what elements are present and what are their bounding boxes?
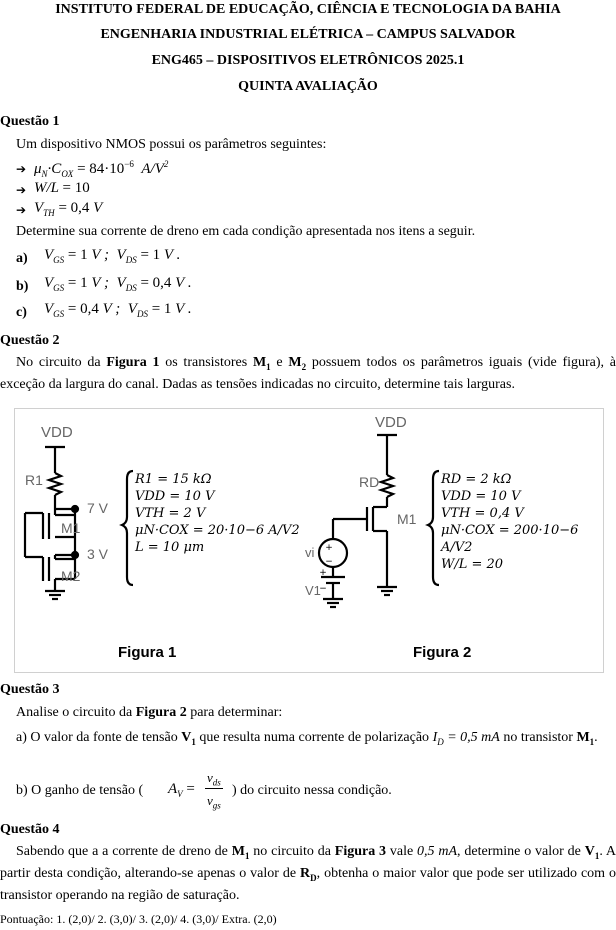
q3-frac-den: $v_{gs}$ — [207, 793, 221, 811]
q1-item-a: $V_{GS} = 1$ V ; $V_{DS} = 1$ V . — [44, 247, 181, 265]
header-line-4: QUINTA AVALIAÇÃO — [238, 79, 378, 94]
q1-item-b-label: b) — [16, 279, 29, 294]
q3-intro — [16, 704, 282, 721]
q2-text-1: No circuito da — [16, 355, 107, 370]
q4-fig-ref: Figura 3 — [334, 844, 387, 859]
figure-2-circuit — [319, 435, 439, 607]
q3-item-a — [0, 729, 616, 751]
fig1-param: R1 = 15 kΩ — [135, 472, 212, 487]
q3-frac-num: $v_{ds}$ — [207, 770, 221, 788]
q4-t5: . A partir desta condição, alterando-se apenas o valor de — [0, 844, 616, 881]
fig1-param: VTH = 2 V — [135, 506, 206, 521]
q1-item-c-label: c) — [16, 305, 27, 320]
q1-item-c: $V_{GS} = 0,4$ V ; $V_{DS} = 1$ V . — [44, 301, 192, 319]
q2-m2: $M_2$ — [288, 355, 307, 372]
fig1-r1-label: R1 — [25, 472, 43, 488]
q4-t4: , determine o valor de — [457, 844, 585, 859]
q3-fig-ref: Figura 2 — [135, 705, 187, 720]
fig2-param: VTH = 0,4 V — [441, 506, 524, 521]
svg-text:+: + — [319, 568, 327, 578]
q1-param-3: $V_{TH} = 0,4$ V — [34, 200, 103, 218]
q4-text — [0, 843, 616, 904]
svg-text:+: + — [325, 543, 333, 553]
fig1-params — [135, 471, 300, 556]
q3-item-b-2: ) do circuito nessa condição. — [232, 783, 392, 798]
figure-2-caption: Figura 2 — [413, 644, 472, 661]
arrow-icon: ➔ — [16, 203, 27, 217]
fig1-7v-label: 7 V — [87, 500, 109, 516]
fig1-3v-label: 3 V — [87, 546, 109, 562]
q2-fig-ref: Figura 1 — [106, 355, 160, 370]
fig1-param: L = 10 μm — [135, 540, 205, 555]
q3-item-b-1: b) O ganho de tensão ( — [16, 783, 144, 798]
q3-id: $I_D = 0,5$ mA — [432, 730, 500, 747]
header-line-1: INSTITUTO FEDERAL DE EDUCAÇÃO, CIÊNCIA E TECNOLOGIA DA BAHIA — [55, 2, 561, 17]
q4-m1: $M_1$ — [231, 844, 250, 861]
q1-intro: Um dispositivo NMOS possui os parâmetros seguintes: — [16, 137, 327, 152]
circuit-figure — [14, 408, 604, 673]
fig2-rd-label: RD — [359, 474, 380, 490]
q2-text — [0, 354, 616, 393]
q2-m1: $M_1$ — [252, 355, 271, 372]
q1-title: Questão 1 — [0, 114, 60, 129]
fig2-vi-label: vi — [305, 545, 315, 560]
q1-ask: Determine sua corrente de dreno em cada condição apresentada nos itens a seguir. — [16, 224, 476, 239]
fig2-m1-label: M1 — [397, 511, 417, 527]
q3-m1: $M_1$ — [576, 730, 595, 747]
q4-t2: no circuito da — [249, 844, 335, 859]
header-line-2: ENGENHARIA INDUSTRIAL ELÉTRICA – CAMPUS SALVADOR — [100, 27, 516, 42]
q3-intro-2: para determinar: — [186, 705, 283, 720]
fig1-vdd-label: VDD — [41, 424, 73, 441]
q3-a-1: a) O valor da fonte de tensão — [16, 730, 182, 745]
q3-title: Questão 3 — [0, 682, 60, 697]
fig2-vdd-label: VDD — [375, 414, 407, 431]
fig2-param: W/L = 20 — [441, 557, 504, 572]
q2-title: Questão 2 — [0, 333, 60, 348]
q1-param-1: $\mu_N\cdot C_{OX} = 84\cdot 10^{-6}$ $A/V^2$ — [34, 159, 169, 179]
q1-param-2: W/L = 10 — [34, 180, 90, 196]
arrow-icon: ➔ — [16, 162, 27, 176]
q3-v1: $V_1$ — [181, 730, 196, 747]
fig2-param: RD = 2 kΩ — [441, 472, 512, 487]
q4-val: 0,5 mA — [417, 844, 458, 859]
q3-intro-1: Analise o circuito da — [16, 705, 136, 720]
q3-a-3: no transistor — [499, 730, 577, 745]
q2-text-3: e — [270, 355, 289, 370]
fig1-param: VDD = 10 V — [135, 489, 215, 504]
q3-a-4: . — [594, 730, 598, 745]
q4-title: Questão 4 — [0, 822, 60, 837]
fig1-m1-label: M1 — [61, 520, 81, 536]
score-footer: Pontuação: 1. (2,0)/ 2. (3,0)/ 3. (2,0)/ 4. (3,0)/ Extra. (2,0) — [0, 912, 277, 926]
q3-av: $A_V$ = — [168, 781, 195, 799]
q4-v1: $V_1$ — [584, 844, 600, 861]
fig2-param: μN·COX = 200·10−6 A/V2 — [441, 523, 579, 555]
fig2-param: VDD = 10 V — [441, 489, 521, 504]
q2-text-2: os transistores — [159, 355, 253, 370]
fig1-m2-label: M2 — [61, 568, 81, 584]
figure-1-caption: Figura 1 — [118, 644, 177, 661]
header-line-3: ENG465 – DISPOSITIVOS ELETRÔNICOS 2025.1 — [151, 53, 465, 68]
svg-text:−: − — [325, 557, 333, 567]
q4-rd: $R_D$ — [300, 865, 317, 883]
q2-text-4: possuem todos os parâmetros iguais (vide figura), à exceção da largura do canal. Dadas as tensões indicadas no circuito, determine tais larguras. — [0, 355, 616, 392]
fig1-param: μN·COX = 20·10−6 A/V2 — [135, 523, 300, 538]
q4-t6: , obtenha o maior valor que pode ser utilizado com o transistor operando na região de saturação. — [0, 865, 616, 903]
q4-t1: Sabendo que a a corrente de dreno de — [16, 844, 232, 859]
arrow-icon: ➔ — [16, 183, 27, 197]
fig2-params — [441, 471, 603, 573]
svg-text:−: − — [319, 584, 327, 594]
fig2-v1-label: V1 — [305, 583, 321, 598]
q4-t3: vale — [386, 844, 418, 859]
q1-item-b: $V_{GS} = 1$ V ; $V_{DS} = 0,4$ V . — [44, 275, 192, 293]
q3-a-2: que resulta numa corrente de polarização — [195, 730, 433, 745]
q1-item-a-label: a) — [16, 251, 28, 266]
